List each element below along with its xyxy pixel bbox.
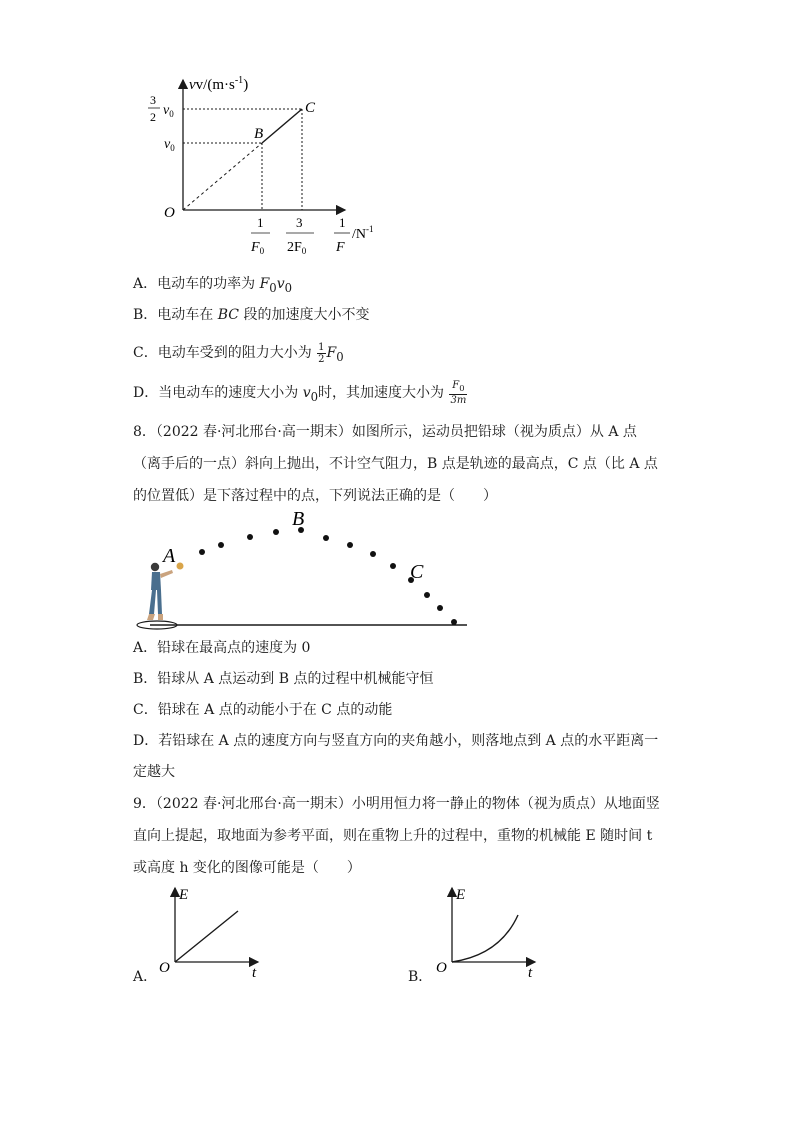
q8-option-d[interactable]: D．若铅球在 A 点的速度方向与竖直方向的夹角越小，则落地点到 A 点的水平距离一定越大 <box>133 733 659 780</box>
athlete-figure <box>147 563 184 621</box>
svg-text:t: t <box>528 965 533 981</box>
q8-option-b[interactable]: B．铅球从 A 点运动到 B 点的过程中机械能守恒 <box>133 671 434 687</box>
point-c-label: C <box>305 100 316 116</box>
y-tick-v0: $v_0$ <box>164 137 175 153</box>
label-c: C <box>410 561 424 583</box>
origin-label: O <box>164 205 175 221</box>
dashed-ob <box>183 143 262 210</box>
svg-text:1: 1 <box>339 215 346 230</box>
svg-text:/N-1: $/N^{-1}$ <box>352 224 374 242</box>
q9-option-b-label[interactable]: B． <box>408 969 433 985</box>
fraction-half: $\frac{1}{2}$ <box>318 341 325 365</box>
q7-option-d[interactable]: D．当电动车的速度大小为 $v_0$时，其加速度大小为 $\frac{F_0}{3m}$ <box>133 380 467 406</box>
svg-text:O: O <box>436 960 447 976</box>
q7-vf-graph <box>140 68 400 268</box>
q7-option-c[interactable]: C．电动车受到的阻力大小为 $\frac{1}{2}$ $F_0$ <box>133 341 344 365</box>
svg-text:vv/(m·s-1): $vv/(m\cdot s^{-1})$ <box>189 75 249 93</box>
linear-curve <box>175 911 238 962</box>
convex-curve <box>452 915 518 962</box>
q8-option-c[interactable]: C．铅球在 A 点的动能小于在 C 点的动能 <box>133 702 393 718</box>
q9-graph-a[interactable] <box>155 882 270 982</box>
svg-text:E: E <box>179 887 189 903</box>
q9-option-a-label[interactable]: A． <box>133 969 158 985</box>
point-b-label: B <box>254 126 264 142</box>
q7-option-a[interactable]: A．电动车的功率为 $F_0v_0$ <box>133 276 293 295</box>
q7-option-b[interactable]: B．电动车在 BC 段的加速度大小不变 <box>133 307 370 323</box>
svg-text:3: 3 <box>296 215 303 230</box>
svg-text:2: 2 <box>150 110 156 124</box>
q9-graph-b[interactable] <box>433 882 548 982</box>
label-a: A <box>163 545 176 567</box>
svg-text:1: 1 <box>257 215 264 230</box>
y-axis-label: v/(m·s <box>195 77 235 93</box>
svg-text:F: F <box>336 240 345 255</box>
svg-text:F0: $F_0$ <box>251 240 265 256</box>
fraction-f0-3m: $\frac{F_0}{3m}$ <box>450 380 467 406</box>
q8-stem: 8．（2022 春·河北邢台·高一期末）如图所示，运动员把铅球（视为质点）从 A 点（离手后的一点）斜向上抛出，不计空气阻力，B 点是轨迹的最高点，C 点（比 A 点的位置低）是下落过程中的点，下列说法正确的是（ ） <box>133 424 658 504</box>
svg-text:O: O <box>159 960 170 976</box>
q8-option-a[interactable]: A．铅球在最高点的速度为 0 <box>133 640 311 656</box>
svg-text:2F0: $2F_0$ <box>287 240 307 256</box>
svg-text:v0: $v_0$ <box>163 103 174 119</box>
q8-shot-put-figure <box>134 505 474 633</box>
svg-text:E: E <box>456 887 466 903</box>
q9-stem: 9．（2022 春·河北邢台·高一期末）小明用恒力将一静止的物体（视为质点）从地面竖直向上提起，取地面为参考平面，则在重物上升的过程中，重物的机械能 E 随时间 t 或高度 h 变化的图像可能是（ ） <box>133 796 660 876</box>
svg-text:3: 3 <box>150 93 156 107</box>
solid-bc <box>262 109 302 143</box>
svg-text:t: t <box>252 965 257 981</box>
label-b: B <box>292 508 305 530</box>
